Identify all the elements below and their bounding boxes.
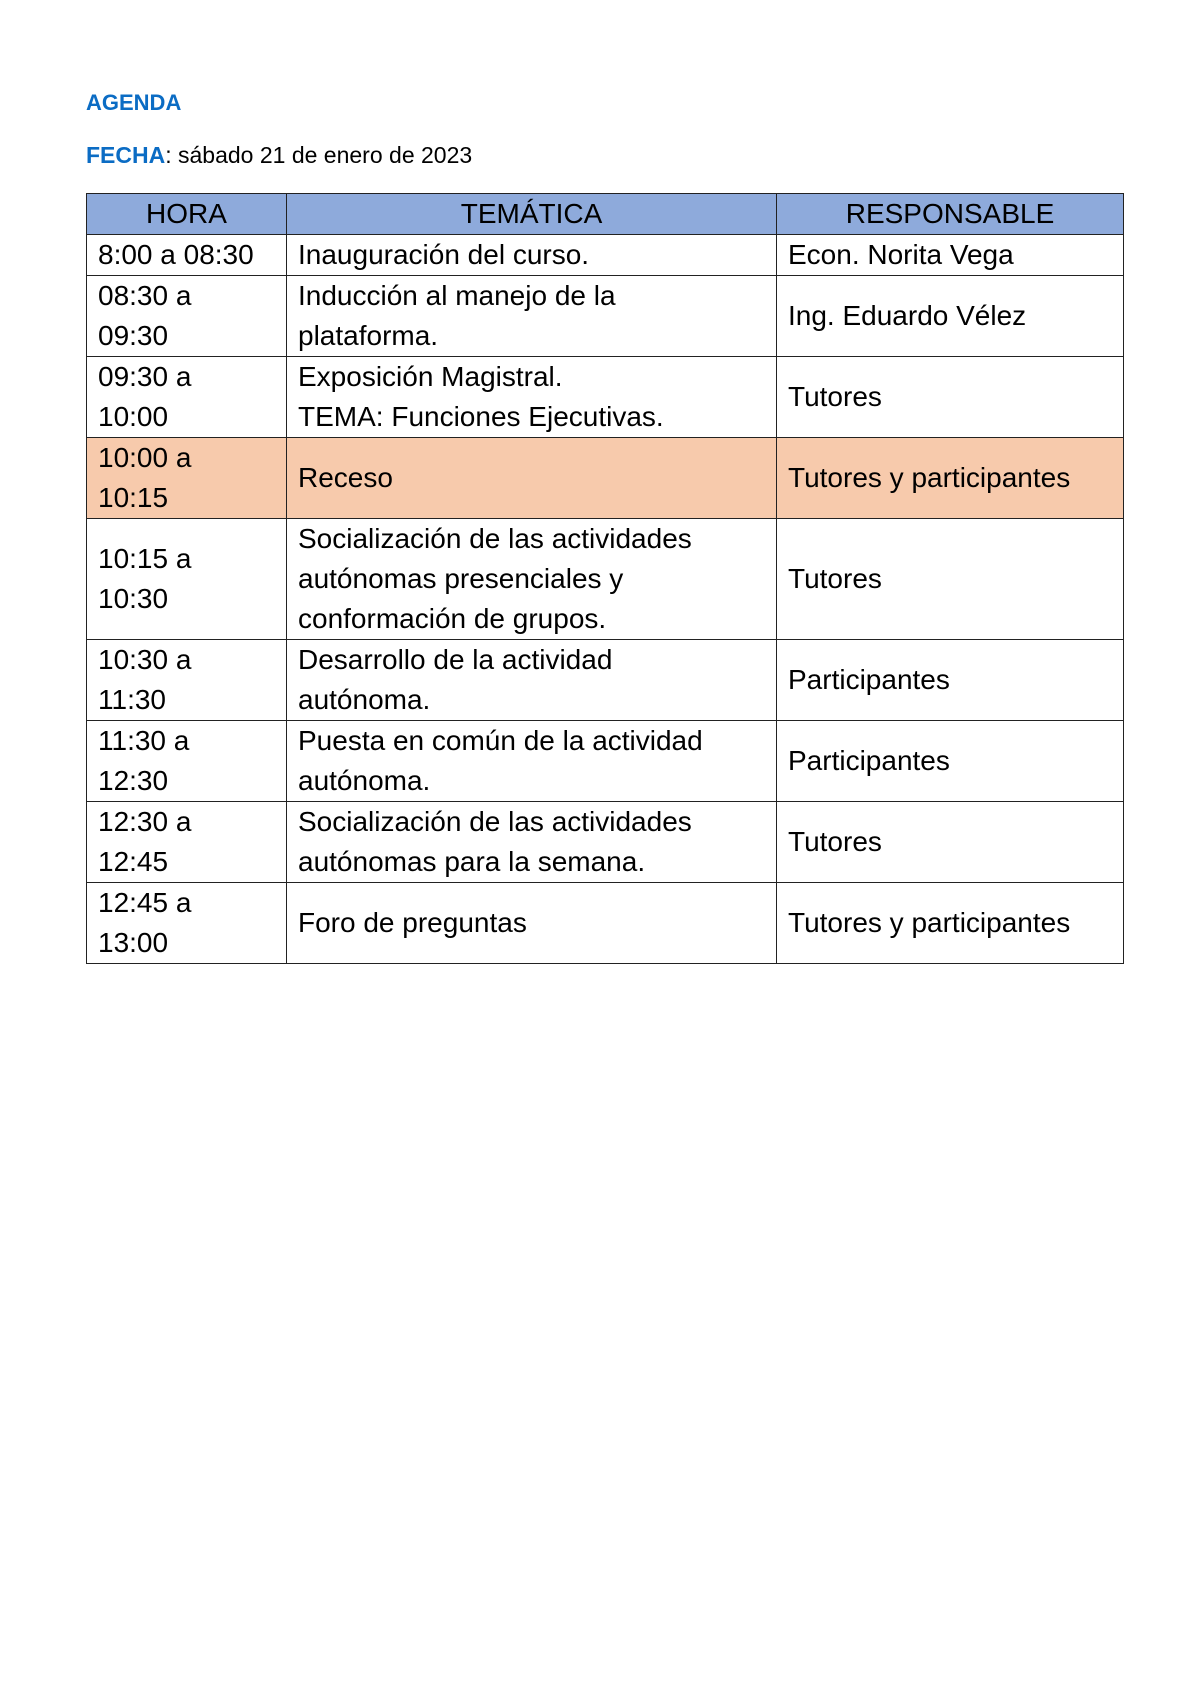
cell-tematica: Foro de preguntas — [287, 883, 777, 964]
cell-hora: 12:30 a 12:45 — [87, 802, 287, 883]
cell-responsable: Ing. Eduardo Vélez — [777, 276, 1124, 357]
cell-tematica: Puesta en común de la actividad autónoma. — [287, 721, 777, 802]
cell-responsable: Econ. Norita Vega — [777, 235, 1124, 276]
table-row — [87, 357, 1124, 438]
cell-responsable: Participantes — [777, 721, 1124, 802]
cell-tematica: Exposición Magistral. TEMA: Funciones Ejecutivas. — [287, 357, 777, 438]
table-row — [87, 802, 1124, 883]
cell-tematica: Socialización de las actividades autónomas presenciales y conformación de grupos. — [287, 519, 777, 640]
cell-hora: 08:30 a 09:30 — [87, 276, 287, 357]
cell-responsable: Tutores — [777, 802, 1124, 883]
cell-hora: 09:30 a 10:00 — [87, 357, 287, 438]
date-label: FECHA — [86, 142, 166, 168]
cell-tematica: Receso — [287, 438, 777, 519]
cell-tematica: Inauguración del curso. — [287, 235, 777, 276]
date-value: : sábado 21 de enero de 2023 — [165, 142, 473, 168]
header-responsable: RESPONSABLE — [777, 194, 1124, 235]
table-row — [87, 519, 1124, 640]
cell-hora: 8:00 a 08:30 — [87, 235, 287, 276]
cell-tematica: Inducción al manejo de la plataforma. — [287, 276, 777, 357]
header-tematica: TEMÁTICA — [287, 194, 777, 235]
table-header-row — [87, 194, 1124, 235]
cell-responsable: Participantes — [777, 640, 1124, 721]
cell-hora: 12:45 a 13:00 — [87, 883, 287, 964]
document-title: AGENDA — [86, 90, 182, 115]
cell-responsable: Tutores — [777, 357, 1124, 438]
cell-tematica: Socialización de las actividades autónomas para la semana. — [287, 802, 777, 883]
cell-responsable: Tutores y participantes — [777, 438, 1124, 519]
cell-hora: 10:30 a 11:30 — [87, 640, 287, 721]
table-row-recess — [87, 438, 1124, 519]
cell-hora: 10:15 a 10:30 — [87, 519, 287, 640]
table-row — [87, 235, 1124, 276]
cell-responsable: Tutores — [777, 519, 1124, 640]
agenda-table — [86, 193, 1124, 964]
header-hora: HORA — [87, 194, 287, 235]
table-row — [87, 883, 1124, 964]
cell-responsable: Tutores y participantes — [777, 883, 1124, 964]
table-row — [87, 721, 1124, 802]
date-line — [86, 142, 472, 169]
table-row — [87, 276, 1124, 357]
cell-hora: 11:30 a 12:30 — [87, 721, 287, 802]
cell-hora: 10:00 a 10:15 — [87, 438, 287, 519]
table-row — [87, 640, 1124, 721]
cell-tematica: Desarrollo de la actividad autónoma. — [287, 640, 777, 721]
